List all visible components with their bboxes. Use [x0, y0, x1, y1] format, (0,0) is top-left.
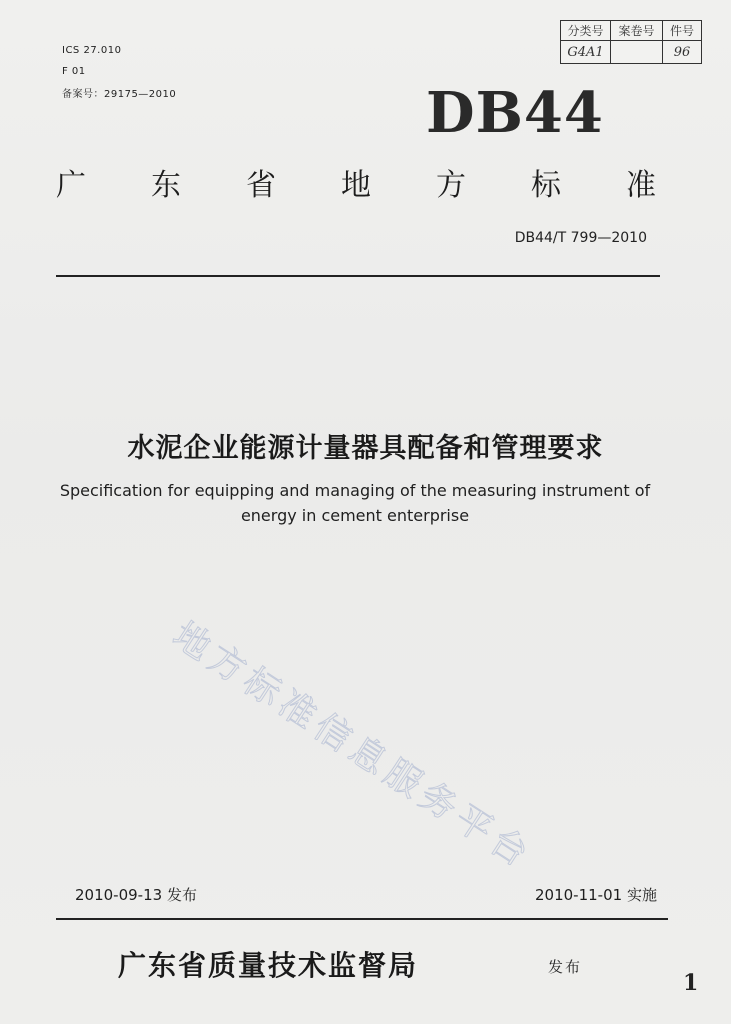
archive-stamp: [560, 20, 702, 64]
bottom-divider: [56, 918, 668, 920]
ics-code: ICS 27.010: [62, 45, 122, 56]
standard-type-char: 广: [56, 168, 86, 203]
standard-type-char: 地: [341, 168, 371, 203]
issue-label: 发布: [548, 958, 583, 976]
stamp-header-file: 案卷号: [611, 21, 663, 41]
record-number: 备案号：29175—2010: [62, 89, 177, 100]
issue-date: 2010-09-13 发布: [75, 886, 197, 904]
stamp-value-item: 96: [673, 44, 691, 60]
document-title-cn: 水泥企业能源计量器具配备和管理要求: [127, 433, 604, 464]
top-divider: [56, 275, 660, 277]
db44-logo: DB44: [426, 80, 604, 146]
document-title-en: [50, 478, 660, 528]
implementation-date: 2010-11-01 实施: [535, 886, 657, 904]
standard-type-title: [56, 160, 656, 204]
stamp-value-category: G4A1: [561, 41, 611, 63]
ccs-code: F 01: [62, 66, 86, 77]
standard-type-char: 省: [246, 168, 276, 203]
issuing-authority: 广东省质量技术监督局: [118, 949, 419, 982]
page-number: 1: [683, 970, 699, 996]
standard-type-char: 东: [151, 168, 181, 203]
stamp-value-file: [611, 41, 663, 63]
standard-type-char: 准: [626, 168, 656, 203]
standard-number: DB44/T 799—2010: [514, 230, 647, 246]
stamp-header-item: 件号: [663, 21, 701, 41]
watermark: 地方标准信息服务平台: [165, 614, 540, 878]
standard-type-char: 方: [436, 168, 466, 203]
standard-type-char: 标: [531, 168, 561, 203]
title-en-line-1: Specification for equipping and managing of the measuring instrument of: [59, 481, 651, 500]
stamp-header-category: 分类号: [561, 21, 611, 41]
title-en-line-2: energy in cement enterprise: [240, 506, 470, 525]
